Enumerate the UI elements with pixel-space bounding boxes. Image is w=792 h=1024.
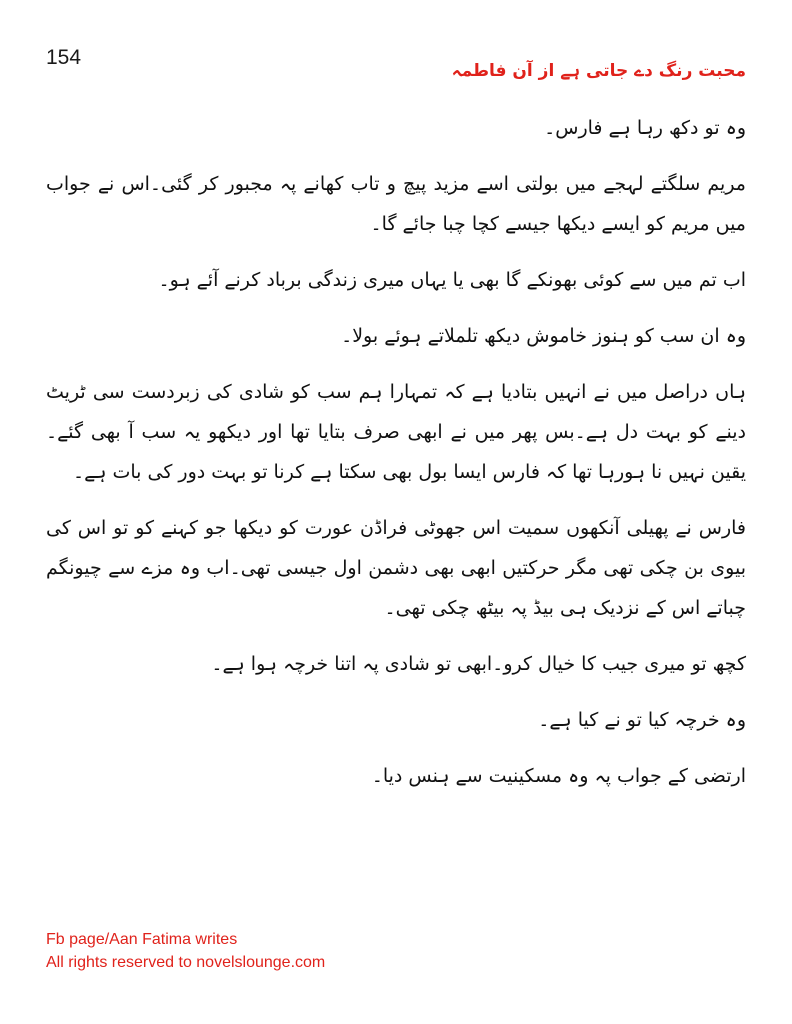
paragraph-7: کچھ تو میری جیب کا خیال کرو۔ابھی تو شادی پہ اتنا خرچہ ہوا ہے۔ <box>211 653 746 675</box>
paragraph-5: ہاں دراصل میں نے انہیں بتادیا ہے کہ تمہارا ہم سب کو شادی کی زبردست سی ٹریٹ دینے کو بہت دل ہے۔بس پھر میں نے ابھی صرف بتایا تھا اور دیکھو یہ سب آ بھی گئے۔یقین نہیں نا ہورہا تھا کہ فارس ایسا بول بھی سکتا ہے کرنا تو بہت دور کی بات ہے۔ <box>46 381 746 483</box>
footer-credits <box>46 928 325 974</box>
footer-rights: All rights reserved to novelslounge.com <box>46 954 326 971</box>
paragraph-1: وہ تو دکھ رہا ہے فارس۔ <box>544 117 746 139</box>
paragraph-3: اب تم میں سے کوئی بھونکے گا بھی یا یہاں میری زندگی برباد کرنے آئے ہو۔ <box>158 269 746 291</box>
book-title: محبت رنگ دے جاتی ہے از آن فاطمہ <box>451 61 746 81</box>
paragraph-2: مریم سلگتے لہجے میں بولتی اسے مزید پیچ و تاب کھانے پہ مجبور کر گئی۔اس نے جواب میں مریم کو ایسے دیکھا جیسے کچا چبا جائے گا۔ <box>46 173 746 235</box>
story-body <box>46 108 746 812</box>
paragraph-8: وہ خرچہ کیا تو نے کیا ہے۔ <box>538 709 746 731</box>
paragraph-6: فارس نے پھیلی آنکھوں سمیت اس جھوٹی فراڈن عورت کو دیکھا جو کہنے کو تو اس کی بیوی بن چکی تھی مگر حرکتیں ابھی بھی دشمن اول جیسی تھی۔اب وہ مزے سے چیونگم چباتے اس کے نزدیک ہی بیڈ پہ بیٹھ چکی تھی۔ <box>46 517 746 619</box>
paragraph-4: وہ ان سب کو ہنوز خاموش دیکھ تلملاتے ہوئے بولا۔ <box>341 325 746 347</box>
paragraph-9: ارتضی کے جواب پہ وہ مسکینیت سے ہنس دیا۔ <box>371 765 746 787</box>
page-number: 154 <box>46 46 82 69</box>
footer-fb-page: Fb page/Aan Fatima writes <box>46 931 238 948</box>
